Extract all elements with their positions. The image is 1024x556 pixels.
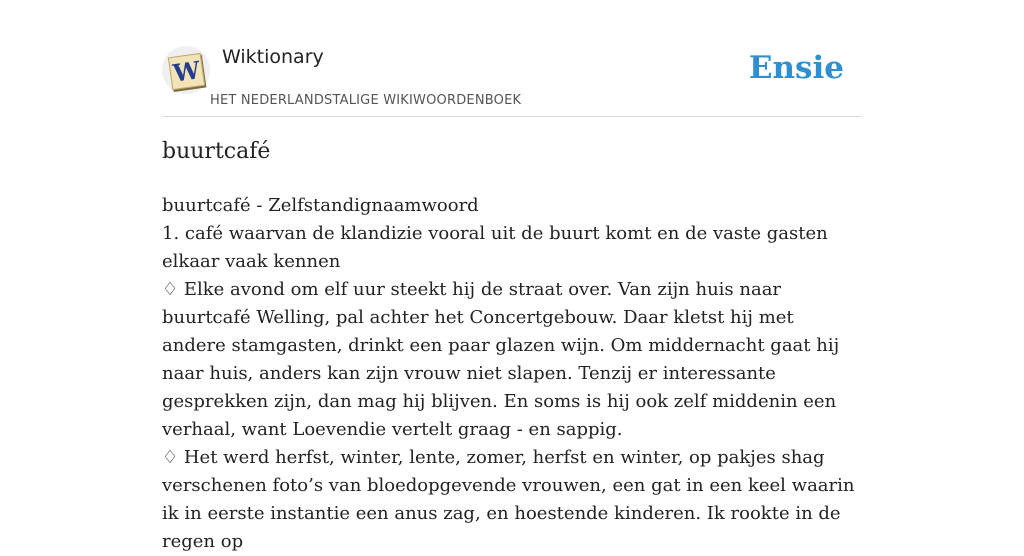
ensie-brand-link[interactable]: Ensie: [748, 50, 844, 86]
logo-letter: W: [171, 55, 202, 88]
page-title: buurtcafé: [162, 139, 271, 164]
logo-tile: [168, 53, 205, 90]
site-name-link[interactable]: Wiktionary: [222, 46, 324, 68]
part-of-speech-line: buurtcafé - Zelfstandignaamwoord: [162, 195, 479, 216]
wiktionary-logo[interactable]: [162, 46, 210, 94]
site-header: [162, 40, 862, 117]
entry-content: [162, 192, 862, 556]
example-1: ♢ Elke avond om elf uur steekt hij de straat over. Van zijn huis naar buurtcafé Welling, pal achter het Concertgebouw. Daar kletst hij met andere stamgasten, drinkt een paar glazen wijn. Om middernacht gaat hij naar huis, anders kan zijn vrouw niet slapen. Tenzij er interessante gesprekken zijn, dan mag hij blijven. En soms is hij ook zelf middenin een verhaal, want Loevendie vertelt graag - en sappig.: [162, 279, 840, 440]
site-tagline: HET NEDERLANDSTALIGE WIKIWOORDENBOEK: [210, 93, 522, 108]
example-2: ♢ Het werd herfst, winter, lente, zomer, herfst en winter, op pakjes shag verschenen foto’s van bloedopgevende vrouwen, een gat in een keel waarin ik in eerste instantie een anus zag, en hoestende kinderen. Ik rookte in de regen op: [162, 447, 855, 552]
definition: 1. café waarvan de klandizie vooral uit de buurt komt en de vaste gasten elkaar vaak kennen: [162, 223, 828, 272]
